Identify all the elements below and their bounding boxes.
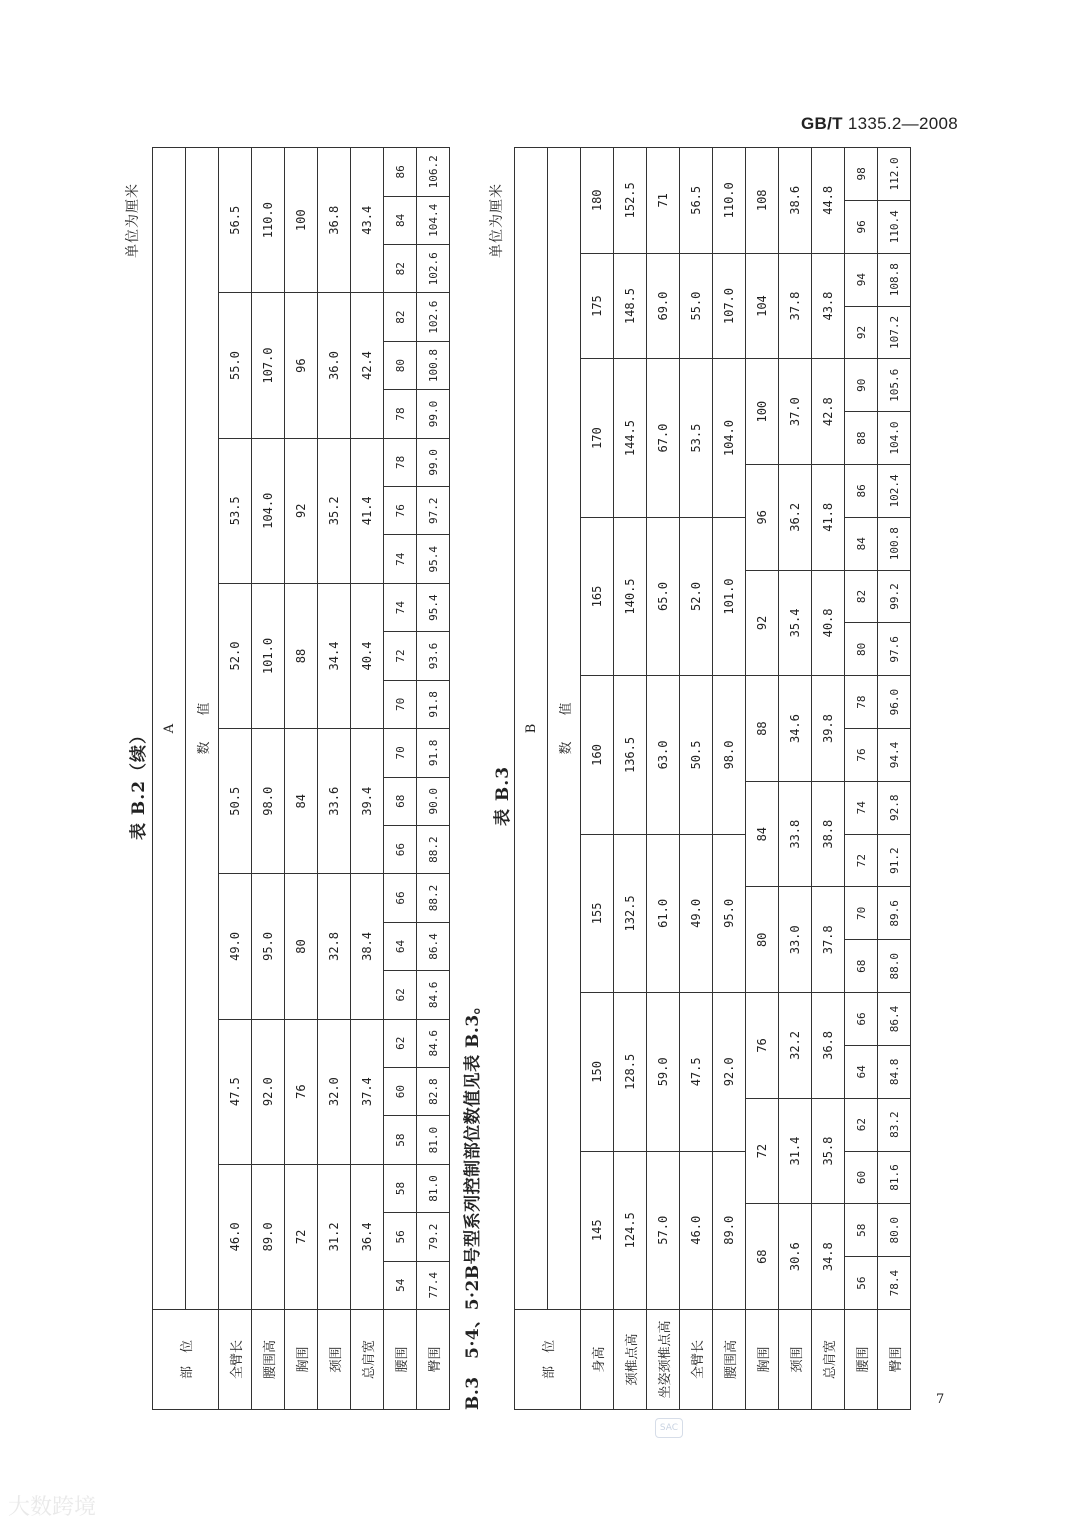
- waist-cell: 72: [384, 632, 417, 680]
- hip-cell: 91.8: [417, 729, 450, 777]
- value-cell: 170: [581, 359, 614, 517]
- group-header: A: [153, 147, 186, 1309]
- table-row: [779, 147, 812, 1409]
- table-row: [713, 147, 746, 1409]
- value-cell: 41.8: [812, 465, 845, 571]
- header-row: [548, 147, 581, 1409]
- hip-cell: 99.0: [417, 438, 450, 486]
- table-row: [318, 147, 351, 1409]
- value-cell: 92: [746, 570, 779, 676]
- value-cell: 35.4: [779, 570, 812, 676]
- value-cell: 180: [581, 147, 614, 253]
- value-cell: 49.0: [219, 874, 252, 1019]
- hip-cell: 102.6: [417, 245, 450, 293]
- value-cell: 39.4: [351, 729, 384, 874]
- value-cell: 84: [746, 781, 779, 887]
- hip-cell: 89.6: [878, 887, 911, 940]
- value-cell: 80: [746, 887, 779, 993]
- value-cell: 34.6: [779, 676, 812, 782]
- waist-cell: 56: [384, 1213, 417, 1261]
- value-cell: 52.0: [219, 583, 252, 728]
- hip-cell: 96.0: [878, 676, 911, 729]
- value-cell: 110.0: [252, 147, 285, 292]
- hip-cell: 83.2: [878, 1098, 911, 1151]
- hip-cell: 104.4: [417, 196, 450, 244]
- value-cell: 92.0: [713, 993, 746, 1151]
- waist-cell: 82: [384, 245, 417, 293]
- value-cell: 92: [285, 438, 318, 583]
- hip-cell: 92.8: [878, 781, 911, 834]
- value-cell: 36.8: [318, 147, 351, 292]
- waist-cell: 58: [845, 1204, 878, 1257]
- table-row: [285, 147, 318, 1409]
- value-cell: 175: [581, 253, 614, 359]
- waist-cell: 66: [384, 825, 417, 873]
- value-cell: 53.5: [680, 359, 713, 517]
- waist-cell: 74: [384, 583, 417, 631]
- hip-cell: 108.8: [878, 253, 911, 306]
- row-label: 胸围: [285, 1310, 318, 1410]
- value-cell: 31.2: [318, 1164, 351, 1309]
- value-cell: 98.0: [713, 676, 746, 834]
- table-b3-title: 表 B.3: [493, 765, 513, 826]
- value-cell: 88: [285, 583, 318, 728]
- hip-cell: 99.2: [878, 570, 911, 623]
- hip-cell: 97.6: [878, 623, 911, 676]
- value-cell: 36.4: [351, 1164, 384, 1309]
- waist-cell: 78: [845, 676, 878, 729]
- hip-row: [878, 147, 911, 1409]
- hip-cell: 81.6: [878, 1151, 911, 1204]
- value-cell: 76: [746, 993, 779, 1099]
- value-cell: 71: [647, 147, 680, 253]
- value-cell: 63.0: [647, 676, 680, 834]
- page-number: 7: [936, 1392, 945, 1407]
- row-label: 身高: [581, 1310, 614, 1410]
- waist-cell: 76: [384, 487, 417, 535]
- value-cell: 84: [285, 729, 318, 874]
- value-cell: 72: [285, 1164, 318, 1309]
- value-cell: 30.6: [779, 1204, 812, 1310]
- hip-cell: 93.6: [417, 632, 450, 680]
- value-cell: 155: [581, 834, 614, 992]
- value-cell: 38.6: [779, 147, 812, 253]
- value-cell: 148.5: [614, 253, 647, 359]
- value-cell: 31.4: [779, 1098, 812, 1204]
- watermark-text: 大数跨境: [8, 1495, 97, 1520]
- hip-cell: 84.8: [878, 1045, 911, 1098]
- value-cell: 95.0: [252, 874, 285, 1019]
- value-cell: 37.4: [351, 1019, 384, 1164]
- table-row: [614, 147, 647, 1409]
- hip-cell: 77.4: [417, 1261, 450, 1309]
- landscape-area: [124, 150, 944, 1410]
- header-row: [515, 147, 548, 1409]
- value-cell: 47.5: [680, 993, 713, 1151]
- waist-cell: 62: [384, 1019, 417, 1067]
- hip-cell: 91.2: [878, 834, 911, 887]
- waist-cell: 88: [845, 412, 878, 465]
- row-label: 总肩宽: [351, 1310, 384, 1410]
- waist-cell: 86: [845, 465, 878, 518]
- table-b3: [514, 147, 911, 1410]
- waist-cell: 90: [845, 359, 878, 412]
- hip-cell: 97.2: [417, 487, 450, 535]
- hip-cell: 84.6: [417, 971, 450, 1019]
- hip-cell: 94.4: [878, 729, 911, 782]
- value-cell: 38.4: [351, 874, 384, 1019]
- value-cell: 65.0: [647, 517, 680, 675]
- values-header: 数 值: [186, 147, 219, 1309]
- waist-cell: 92: [845, 306, 878, 359]
- hip-cell: 99.0: [417, 390, 450, 438]
- waist-cell: 76: [845, 729, 878, 782]
- header-row: [186, 147, 219, 1409]
- value-cell: 32.0: [318, 1019, 351, 1164]
- waist-cell: 70: [384, 729, 417, 777]
- row-label: 全臂长: [219, 1310, 252, 1410]
- row-label: 腰围: [384, 1310, 417, 1410]
- waist-cell: 78: [384, 390, 417, 438]
- value-cell: 57.0: [647, 1151, 680, 1309]
- table-row: [647, 147, 680, 1409]
- value-cell: 61.0: [647, 834, 680, 992]
- waist-cell: 54: [384, 1261, 417, 1309]
- hip-cell: 102.6: [417, 293, 450, 341]
- row-label: 臀围: [878, 1310, 911, 1410]
- waist-cell: 74: [845, 781, 878, 834]
- value-cell: 110.0: [713, 147, 746, 253]
- value-cell: 104.0: [252, 438, 285, 583]
- value-cell: 33.8: [779, 781, 812, 887]
- sac-logo: SAC: [655, 1418, 683, 1438]
- hip-cell: 100.8: [417, 341, 450, 389]
- waist-cell: 66: [845, 993, 878, 1046]
- col-header-part: 部 位: [515, 1310, 581, 1410]
- table-row: [746, 147, 779, 1409]
- value-cell: 92.0: [252, 1019, 285, 1164]
- table-b2-unit: 单位为厘米: [125, 183, 141, 258]
- hip-cell: 82.8: [417, 1067, 450, 1115]
- hip-cell: 88.2: [417, 825, 450, 873]
- table-row: [812, 147, 845, 1409]
- waist-cell: 96: [845, 200, 878, 253]
- waist-cell: 66: [384, 874, 417, 922]
- value-cell: 55.0: [219, 293, 252, 438]
- waist-cell: 62: [845, 1098, 878, 1151]
- waist-cell: 84: [845, 517, 878, 570]
- value-cell: 32.8: [318, 874, 351, 1019]
- value-cell: 44.8: [812, 147, 845, 253]
- row-label: 总肩宽: [812, 1310, 845, 1410]
- value-cell: 150: [581, 993, 614, 1151]
- waist-cell: 98: [845, 147, 878, 200]
- row-label: 全臂长: [680, 1310, 713, 1410]
- value-cell: 69.0: [647, 253, 680, 359]
- hip-cell: 86.4: [417, 922, 450, 970]
- row-label: 腰围: [845, 1310, 878, 1410]
- hip-cell: 86.4: [878, 993, 911, 1046]
- value-cell: 145: [581, 1151, 614, 1309]
- value-cell: 95.0: [713, 834, 746, 992]
- hip-cell: 78.4: [878, 1257, 911, 1310]
- group-header: B: [515, 147, 548, 1309]
- value-cell: 136.5: [614, 676, 647, 834]
- value-cell: 49.0: [680, 834, 713, 992]
- value-cell: 89.0: [252, 1164, 285, 1309]
- standard-number: GB/T 1335.2—2008: [801, 114, 958, 133]
- value-cell: 33.0: [779, 887, 812, 993]
- waist-cell: 80: [384, 341, 417, 389]
- waist-cell: 60: [384, 1067, 417, 1115]
- value-cell: 124.5: [614, 1151, 647, 1309]
- value-cell: 50.5: [680, 676, 713, 834]
- waist-cell: 78: [384, 438, 417, 486]
- waist-cell: 82: [845, 570, 878, 623]
- hip-cell: 79.2: [417, 1213, 450, 1261]
- row-label: 颈围: [779, 1310, 812, 1410]
- row-label: 颈围: [318, 1310, 351, 1410]
- hip-cell: 81.0: [417, 1164, 450, 1212]
- value-cell: 144.5: [614, 359, 647, 517]
- waist-cell: 72: [845, 834, 878, 887]
- value-cell: 46.0: [219, 1164, 252, 1309]
- value-cell: 140.5: [614, 517, 647, 675]
- value-cell: 160: [581, 676, 614, 834]
- value-cell: 53.5: [219, 438, 252, 583]
- value-cell: 35.2: [318, 438, 351, 583]
- value-cell: 101.0: [713, 517, 746, 675]
- waist-row: [845, 147, 878, 1409]
- hip-cell: 90.0: [417, 777, 450, 825]
- waist-cell: 70: [384, 680, 417, 728]
- value-cell: 108: [746, 147, 779, 253]
- value-cell: 56.5: [680, 147, 713, 253]
- hip-cell: 84.6: [417, 1019, 450, 1067]
- table-row: [252, 147, 285, 1409]
- waist-cell: 86: [384, 147, 417, 196]
- hip-cell: 107.2: [878, 306, 911, 359]
- value-cell: 42.4: [351, 293, 384, 438]
- value-cell: 96: [746, 465, 779, 571]
- col-header-part: 部 位: [153, 1310, 219, 1410]
- value-cell: 52.0: [680, 517, 713, 675]
- header-row: [153, 147, 186, 1409]
- value-cell: 88: [746, 676, 779, 782]
- value-cell: 43.8: [812, 253, 845, 359]
- hip-cell: 106.2: [417, 147, 450, 196]
- table-b2: [152, 147, 450, 1410]
- value-cell: 38.8: [812, 781, 845, 887]
- value-cell: 76: [285, 1019, 318, 1164]
- waist-cell: 68: [384, 777, 417, 825]
- value-cell: 100: [746, 359, 779, 465]
- hip-cell: 91.8: [417, 680, 450, 728]
- value-cell: 128.5: [614, 993, 647, 1151]
- value-cell: 68: [746, 1204, 779, 1310]
- value-cell: 89.0: [713, 1151, 746, 1309]
- hip-cell: 95.4: [417, 535, 450, 583]
- hip-cell: 110.4: [878, 200, 911, 253]
- value-cell: 40.4: [351, 583, 384, 728]
- value-cell: 40.8: [812, 570, 845, 676]
- value-cell: 132.5: [614, 834, 647, 992]
- waist-cell: 60: [845, 1151, 878, 1204]
- table-b2-title: 表 B.2（续）: [129, 725, 149, 840]
- value-cell: 67.0: [647, 359, 680, 517]
- value-cell: 165: [581, 517, 614, 675]
- value-cell: 104: [746, 253, 779, 359]
- value-cell: 104.0: [713, 359, 746, 517]
- value-cell: 35.8: [812, 1098, 845, 1204]
- waist-cell: 84: [384, 196, 417, 244]
- waist-row: [384, 147, 417, 1409]
- waist-cell: 64: [384, 922, 417, 970]
- waist-cell: 70: [845, 887, 878, 940]
- value-cell: 39.8: [812, 676, 845, 782]
- hip-cell: 80.0: [878, 1204, 911, 1257]
- value-cell: 37.8: [812, 887, 845, 993]
- value-cell: 55.0: [680, 253, 713, 359]
- hip-cell: 112.0: [878, 147, 911, 200]
- hip-cell: 88.0: [878, 940, 911, 993]
- value-cell: 34.4: [318, 583, 351, 728]
- row-label: 臀围: [417, 1310, 450, 1410]
- value-cell: 80: [285, 874, 318, 1019]
- waist-cell: 56: [845, 1257, 878, 1310]
- value-cell: 43.4: [351, 147, 384, 292]
- waist-cell: 58: [384, 1164, 417, 1212]
- value-cell: 98.0: [252, 729, 285, 874]
- row-label: 腰围高: [252, 1310, 285, 1410]
- table-row: [219, 147, 252, 1409]
- waist-cell: 64: [845, 1045, 878, 1098]
- row-label: 腰围高: [713, 1310, 746, 1410]
- value-cell: 32.2: [779, 993, 812, 1099]
- waist-cell: 82: [384, 293, 417, 341]
- waist-cell: 58: [384, 1116, 417, 1164]
- hip-cell: 95.4: [417, 583, 450, 631]
- value-cell: 36.2: [779, 465, 812, 571]
- hip-cell: 105.6: [878, 359, 911, 412]
- table-row: [680, 147, 713, 1409]
- hip-row: [417, 147, 450, 1409]
- value-cell: 36.8: [812, 993, 845, 1099]
- row-label: 颈椎点高: [614, 1310, 647, 1410]
- value-cell: 46.0: [680, 1151, 713, 1309]
- row-label: 坐姿颈椎点高: [647, 1310, 680, 1410]
- table-row: [351, 147, 384, 1409]
- waist-cell: 94: [845, 253, 878, 306]
- waist-cell: 68: [845, 940, 878, 993]
- value-cell: 96: [285, 293, 318, 438]
- table-row: [581, 147, 614, 1409]
- value-cell: 152.5: [614, 147, 647, 253]
- value-cell: 107.0: [252, 293, 285, 438]
- hip-cell: 104.0: [878, 412, 911, 465]
- hip-cell: 102.4: [878, 465, 911, 518]
- table-b3-unit: 单位为厘米: [489, 183, 505, 258]
- values-header: 数 值: [548, 147, 581, 1309]
- value-cell: 37.8: [779, 253, 812, 359]
- value-cell: 37.0: [779, 359, 812, 465]
- value-cell: 72: [746, 1098, 779, 1204]
- value-cell: 56.5: [219, 147, 252, 292]
- value-cell: 47.5: [219, 1019, 252, 1164]
- clause-b3-text: B.3 5·4、5·2B号型系列控制部位数值见表 B.3。: [463, 996, 483, 1410]
- value-cell: 59.0: [647, 993, 680, 1151]
- value-cell: 50.5: [219, 729, 252, 874]
- value-cell: 107.0: [713, 253, 746, 359]
- value-cell: 42.8: [812, 359, 845, 465]
- hip-cell: 100.8: [878, 517, 911, 570]
- hip-cell: 81.0: [417, 1116, 450, 1164]
- value-cell: 33.6: [318, 729, 351, 874]
- value-cell: 36.0: [318, 293, 351, 438]
- waist-cell: 74: [384, 535, 417, 583]
- value-cell: 101.0: [252, 583, 285, 728]
- row-label: 胸围: [746, 1310, 779, 1410]
- value-cell: 41.4: [351, 438, 384, 583]
- hip-cell: 88.2: [417, 874, 450, 922]
- waist-cell: 62: [384, 971, 417, 1019]
- waist-cell: 80: [845, 623, 878, 676]
- value-cell: 34.8: [812, 1204, 845, 1310]
- value-cell: 100: [285, 147, 318, 292]
